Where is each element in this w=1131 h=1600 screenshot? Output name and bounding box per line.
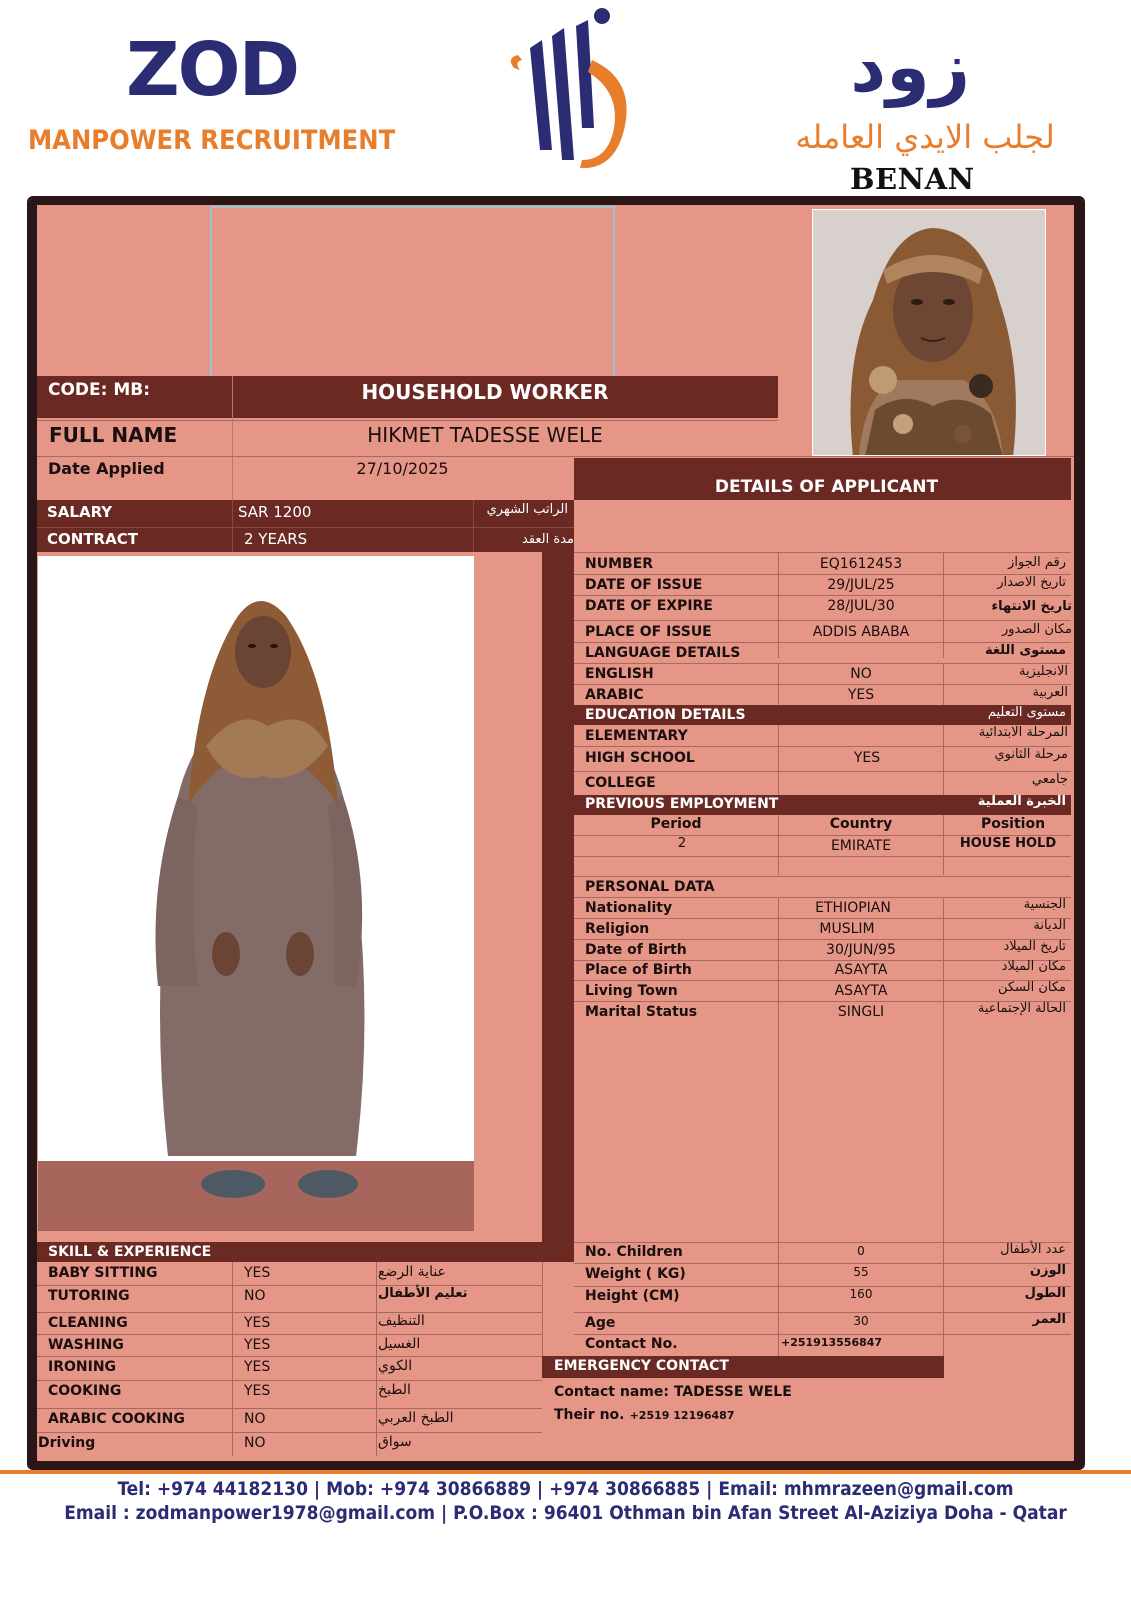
headshot-photo <box>812 209 1046 456</box>
footer-contact-line: Tel: +974 44182130 | Mob: +974 30866889 | +974 30866885 | Email: mhmrazeen@gmail.com <box>117 1478 1014 1500</box>
education-label: HIGH SCHOOL <box>585 750 695 766</box>
personal-ar: الحالة الإجتماعية <box>977 1001 1066 1016</box>
skill-value: YES <box>244 1359 271 1375</box>
passport-label: PLACE OF ISSUE <box>585 624 712 640</box>
skill-label: Driving <box>38 1435 96 1451</box>
education-value: YES <box>853 750 881 766</box>
blank-placeholder-box <box>210 206 615 378</box>
physical-value: 160 <box>849 1287 873 1301</box>
company-logo-icon <box>496 0 646 185</box>
education-ar: مرحلة الثانوي <box>994 747 1068 762</box>
full-body-photo <box>38 556 474 1231</box>
language-value: YES <box>847 687 875 703</box>
personal-label: Living Town <box>585 983 678 999</box>
divider <box>574 856 1071 857</box>
divider <box>232 1262 233 1456</box>
language-value: NO <box>850 666 872 682</box>
language-label: ARABIC <box>585 687 644 703</box>
education-ar: المرحلة الابتدائية <box>978 725 1068 740</box>
physical-label: Age <box>585 1315 616 1331</box>
passport-ar: تاريخ الانتهاء <box>991 599 1072 614</box>
physical-label: Weight ( KG) <box>585 1266 686 1282</box>
language-ar: الانجليزية <box>1018 664 1068 679</box>
divider <box>37 1312 542 1313</box>
skill-ar: التنظيف <box>378 1313 425 1329</box>
passport-value: ADDIS ABABA <box>812 624 910 640</box>
personal-label: Nationality <box>585 900 673 916</box>
skill-value: YES <box>244 1265 271 1281</box>
personal-value: ASAYTA <box>834 983 888 999</box>
position-title: HOUSEHOLD WORKER <box>361 380 609 404</box>
employment-header-position: Position <box>980 816 1046 832</box>
contract-label: CONTRACT <box>47 530 138 548</box>
skill-value: NO <box>244 1288 266 1304</box>
language-title-ar: مستوى اللغة <box>984 643 1066 658</box>
physical-value: 30 <box>853 1314 869 1328</box>
personal-ar: مكان الميلاد <box>1001 959 1066 974</box>
language-ar: العربية <box>1032 685 1068 700</box>
divider <box>574 595 1071 596</box>
arabic-subtitle: لجلب الايدي العامله <box>795 118 1055 156</box>
personal-value: ETHIOPIAN <box>815 900 891 916</box>
skill-label: IRONING <box>48 1359 117 1375</box>
physical-value: +251913556847 <box>781 1336 883 1349</box>
emergency-title: EMERGENCY CONTACT <box>554 1358 729 1374</box>
skill-label: TUTORING <box>48 1288 130 1304</box>
emergency-contact-name: Contact name: TADESSE WELE <box>554 1384 792 1400</box>
divider <box>37 527 574 528</box>
passport-ar: مكان الصدور <box>1001 622 1072 637</box>
physical-value: 55 <box>853 1265 869 1279</box>
emergency-no-value: +2519 12196487 <box>629 1409 735 1422</box>
physical-label: Contact No. <box>585 1336 678 1352</box>
physical-ar: العمر <box>1032 1312 1066 1327</box>
employment-period: 2 <box>677 836 687 851</box>
date-applied-value: 27/10/2025 <box>356 459 449 478</box>
passport-ar: رقم الجواز <box>1008 555 1066 570</box>
divider <box>574 771 1071 772</box>
skill-label: BABY SITTING <box>48 1265 158 1281</box>
divider <box>778 725 779 795</box>
personal-value: 30/JUN/95 <box>826 942 896 958</box>
divider <box>542 1262 543 1356</box>
employment-title: PREVIOUS EMPLOYMENT <box>585 796 779 812</box>
physical-label: Height (CM) <box>585 1288 680 1304</box>
divider <box>37 420 778 421</box>
personal-ar: مكان السكن <box>997 980 1066 995</box>
divider <box>943 1242 944 1356</box>
brand-logo-text: ZOD <box>126 27 298 113</box>
divider <box>574 552 1071 553</box>
footer-address-line: Email : zodmanpower1978@gmail.com | P.O.Box : 96401 Othman bin Afan Street Al-Aziziya Doha - Qatar <box>64 1502 1067 1524</box>
brand-subtitle: MANPOWER RECRUITMENT <box>28 125 396 156</box>
language-label: ENGLISH <box>585 666 654 682</box>
passport-value: 28/JUL/30 <box>827 598 895 614</box>
contract-value: 2 YEARS <box>244 530 308 548</box>
skill-value: YES <box>244 1383 271 1399</box>
divider <box>473 500 474 552</box>
education-title-ar: مستوى التعليم <box>987 705 1066 720</box>
benan-label: BENAN <box>850 162 975 196</box>
education-ar: جامعي <box>1031 772 1068 787</box>
language-title: LANGUAGE DETAILS <box>585 645 741 661</box>
skill-label: COOKING <box>48 1383 122 1399</box>
physical-label: No. Children <box>585 1244 683 1260</box>
divider <box>37 1432 542 1433</box>
personal-label: Place of Birth <box>585 962 692 978</box>
personal-value: MUSLIM <box>819 921 875 937</box>
details-title: DETAILS OF APPLICANT <box>714 477 939 497</box>
personal-ar: الديانة <box>1033 918 1066 933</box>
skill-value: YES <box>244 1315 271 1331</box>
skill-label: CLEANING <box>48 1315 128 1331</box>
contract-ar: مدة العقد <box>522 532 574 547</box>
physical-ar: الطول <box>1024 1286 1066 1301</box>
education-title: EDUCATION DETAILS <box>585 707 746 723</box>
emergency-number-line <box>554 1404 735 1423</box>
employment-title-ar: الخبرة العملية <box>977 794 1066 809</box>
passport-value: EQ1612453 <box>819 556 903 572</box>
divider <box>37 456 1074 457</box>
skills-title: SKILL & EXPERIENCE <box>48 1244 212 1260</box>
divider <box>376 1262 377 1456</box>
divider <box>37 1408 542 1409</box>
personal-value: SINGLI <box>837 1004 885 1020</box>
divider <box>232 376 233 500</box>
skill-ar: الطبخ العربي <box>378 1410 454 1426</box>
passport-label: DATE OF ISSUE <box>585 577 703 593</box>
divider <box>232 500 233 552</box>
skill-ar: تعليم الأطفال <box>378 1286 468 1301</box>
divider <box>37 1356 542 1357</box>
personal-label: Religion <box>585 921 650 937</box>
passport-ar: تاريخ الاصدار <box>997 575 1066 590</box>
skill-value: YES <box>244 1337 271 1353</box>
date-applied-label: Date Applied <box>48 459 165 478</box>
divider <box>574 1334 1071 1335</box>
divider <box>574 620 1071 621</box>
skill-label: WASHING <box>48 1337 124 1353</box>
physical-ar: الوزن <box>1029 1263 1066 1278</box>
personal-title: PERSONAL DATA <box>585 879 715 895</box>
divider <box>574 684 1071 685</box>
salary-value: SAR 1200 <box>238 503 312 521</box>
skill-ar: عناية الرضع <box>378 1264 446 1280</box>
salary-label: SALARY <box>47 503 113 521</box>
skill-ar: الكوي <box>378 1358 413 1374</box>
passport-label: DATE OF EXPIRE <box>585 598 713 614</box>
skill-value: NO <box>244 1435 266 1451</box>
divider <box>574 876 1071 877</box>
full-name-value: HIKMET TADESSE WELE <box>367 423 603 447</box>
personal-label: Date of Birth <box>585 942 687 958</box>
divider <box>37 1380 542 1381</box>
skill-label: ARABIC COOKING <box>48 1411 185 1427</box>
code-label: CODE: MB: <box>48 380 151 400</box>
personal-ar: الجنسية <box>1023 897 1066 912</box>
personal-value: ASAYTA <box>834 962 888 978</box>
employment-header-period: Period <box>650 816 702 832</box>
employment-position: HOUSE HOLD <box>959 836 1057 851</box>
physical-ar: عدد الأطفال <box>1000 1242 1066 1257</box>
passport-label: NUMBER <box>585 556 654 572</box>
divider <box>574 663 1071 664</box>
footer-divider <box>0 1470 1131 1474</box>
vertical-strip <box>542 552 574 1262</box>
education-label: COLLEGE <box>585 775 656 791</box>
personal-ar: تاريخ الميلاد <box>1003 939 1066 954</box>
skill-ar: سواق <box>378 1434 412 1450</box>
personal-label: Marital Status <box>585 1004 698 1020</box>
passport-value: 29/JUL/25 <box>827 577 895 593</box>
education-label: ELEMENTARY <box>585 728 688 744</box>
employment-header-country: Country <box>829 816 893 832</box>
physical-value: 0 <box>857 1244 865 1258</box>
salary-ar: الراتب الشهري <box>486 502 568 517</box>
skill-ar: الغسيل <box>378 1336 421 1352</box>
skill-ar: الطبخ <box>378 1382 411 1398</box>
employment-country: EMIRATE <box>830 838 892 854</box>
full-name-label: FULL NAME <box>49 423 178 447</box>
skill-value: NO <box>244 1411 266 1427</box>
arabic-brand: زود <box>850 26 970 108</box>
divider <box>37 1334 542 1335</box>
emergency-no-label: Their no. <box>554 1407 625 1423</box>
divider <box>943 897 944 1242</box>
